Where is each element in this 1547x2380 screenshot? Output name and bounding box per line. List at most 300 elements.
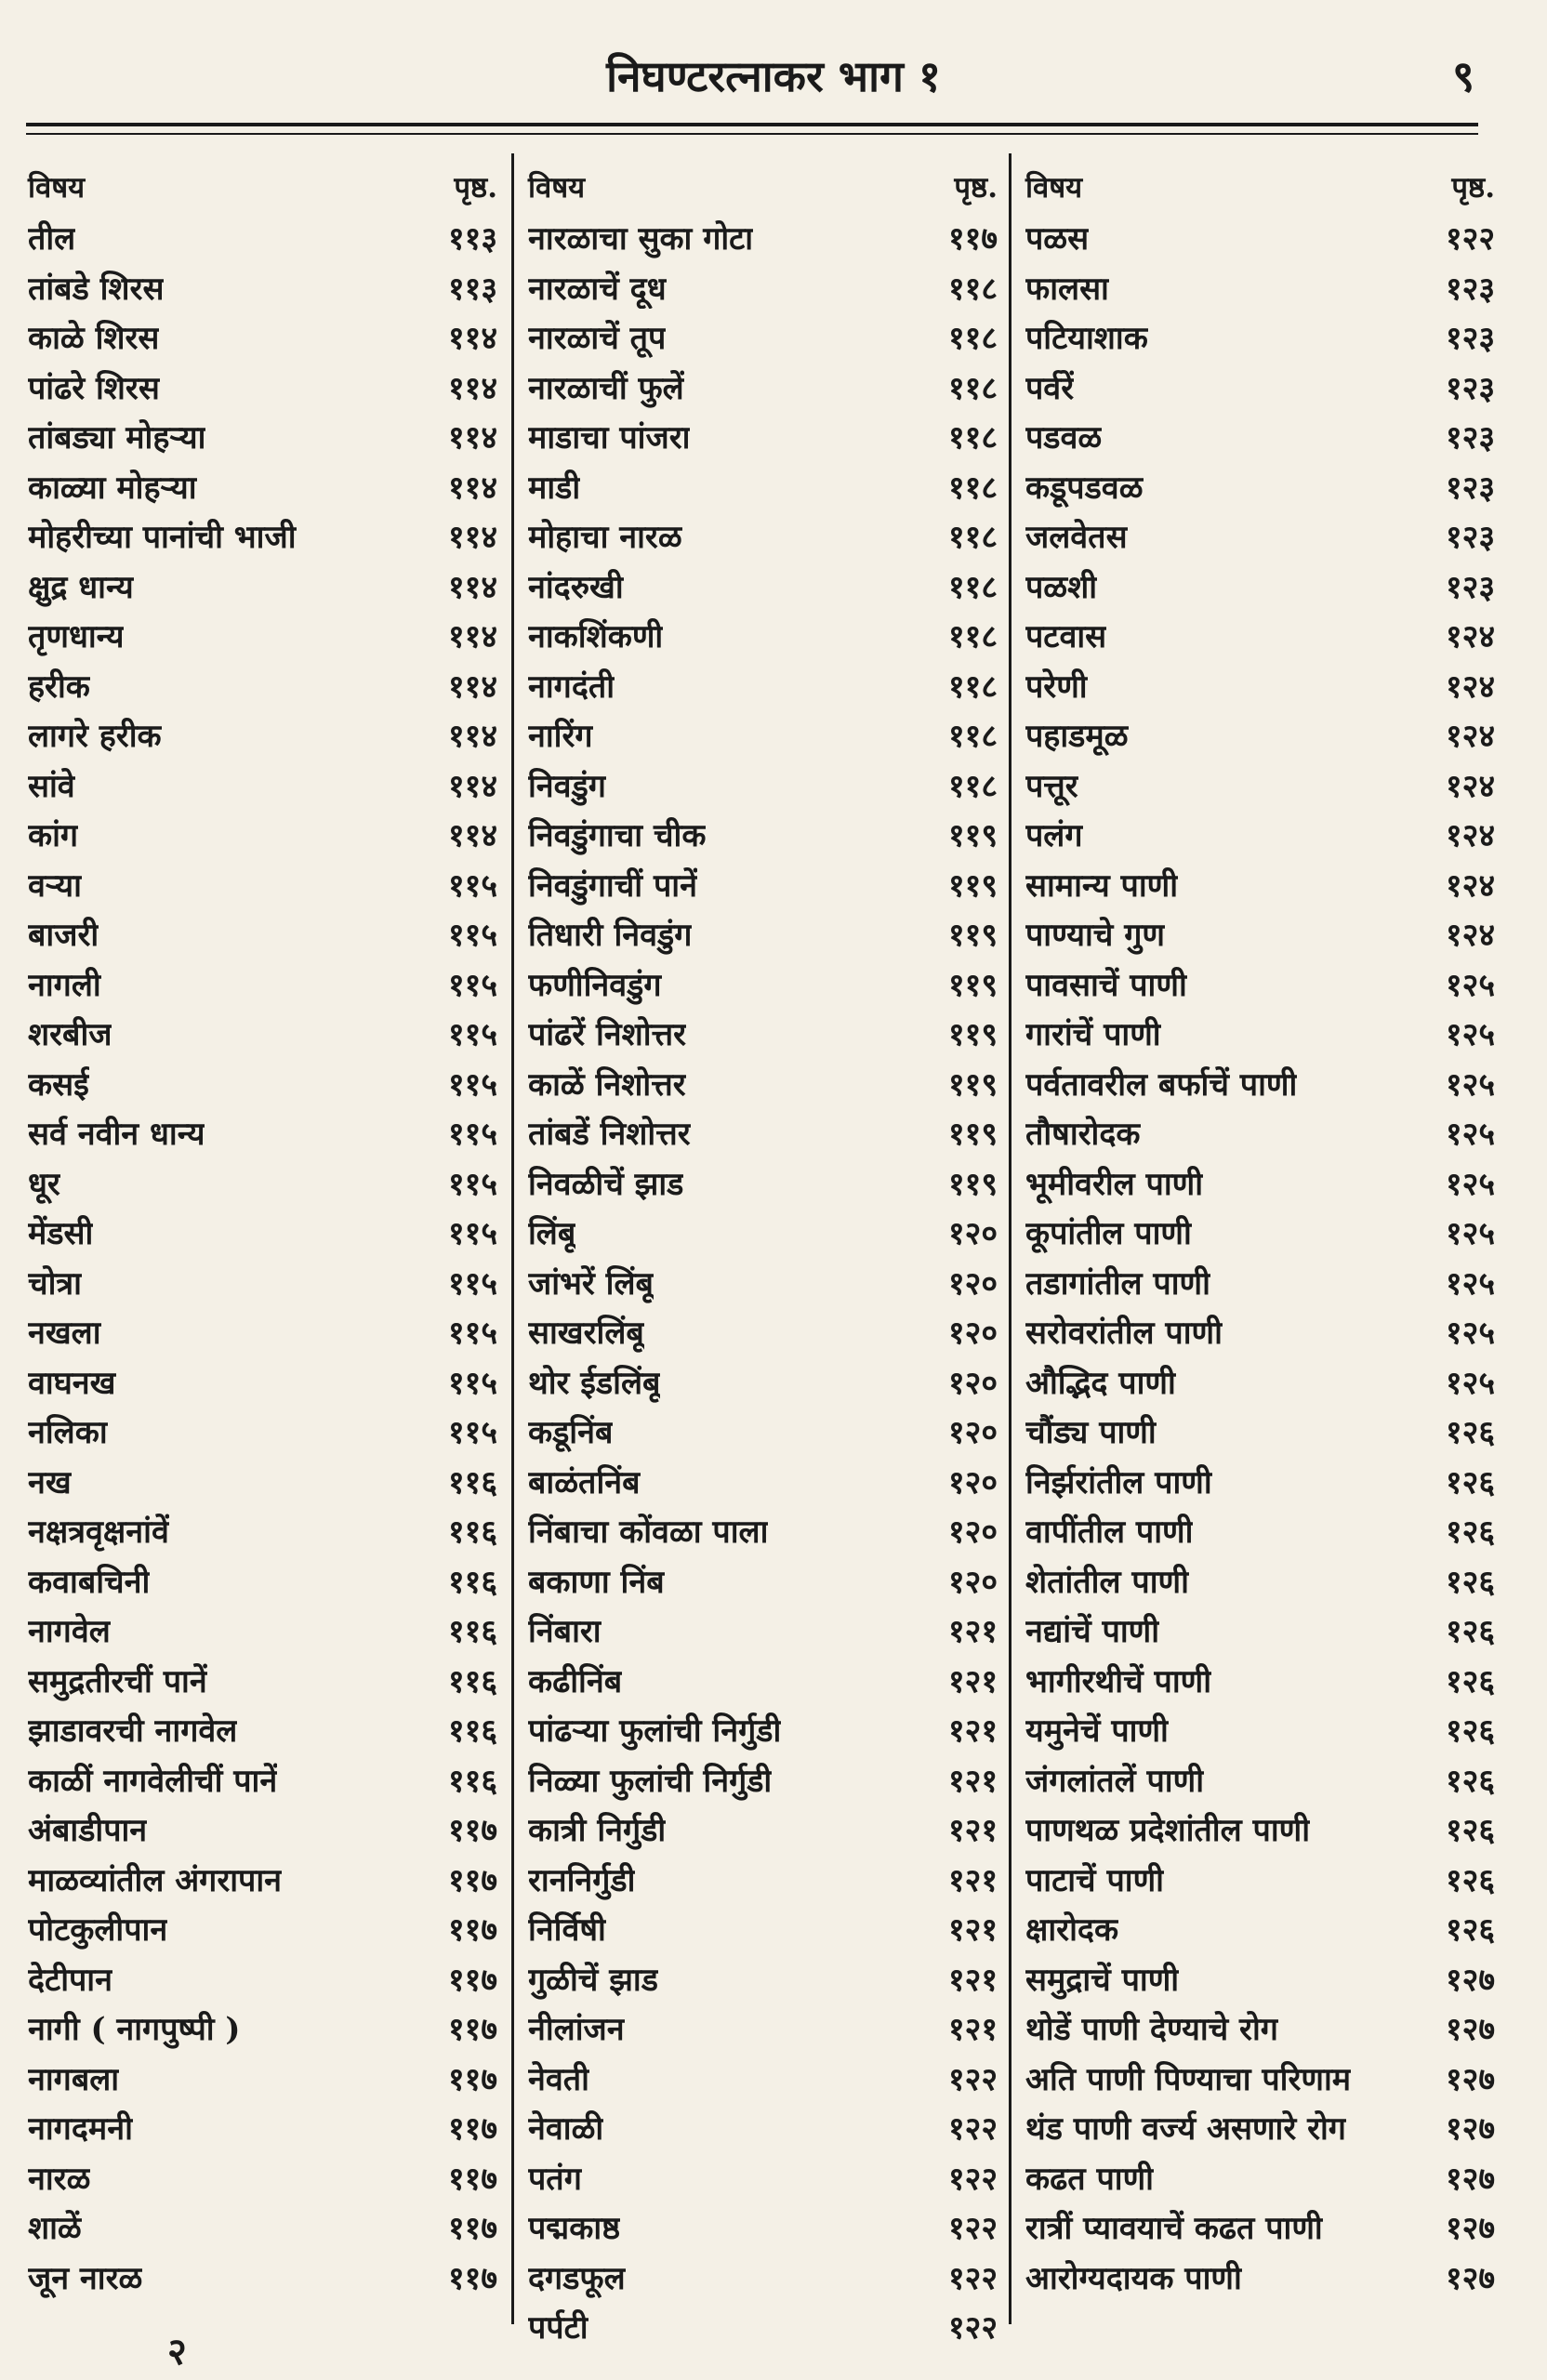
- entry-subject: माडी: [528, 469, 581, 507]
- entry-page: १२६: [1445, 1613, 1495, 1650]
- index-entry: [28, 2056, 497, 2107]
- entry-page: ११५: [447, 917, 497, 954]
- entry-page: ११८: [947, 668, 998, 706]
- entry-subject: तौषारोदक: [1025, 1116, 1141, 1153]
- entry-subject: क्षारोदक: [1025, 1911, 1119, 1949]
- index-entry: [28, 415, 497, 465]
- entry-subject: पडवळ: [1025, 419, 1103, 456]
- index-entry: [1025, 266, 1495, 316]
- entry-page: ११४: [447, 718, 497, 755]
- entry-page: ११९: [947, 1016, 998, 1053]
- entry-subject: नलिका: [28, 1414, 108, 1451]
- entry-page: ११७: [447, 1812, 497, 1849]
- index-entry: [1025, 1858, 1495, 1908]
- entry-page: ११६: [447, 1613, 497, 1650]
- entry-subject: पत्तूर: [1025, 767, 1078, 805]
- entry-page: १२०: [947, 1364, 998, 1402]
- column-divider: [511, 153, 514, 2324]
- index-entry: [1025, 514, 1495, 564]
- entry-subject: निवडुंगाचा चीक: [528, 817, 707, 854]
- entry-subject: कूपांतील पाणी: [1025, 1215, 1192, 1252]
- index-entry: [28, 1261, 497, 1311]
- entry-subject: तृणधान्य: [28, 618, 125, 655]
- entry-page: ११७: [447, 2060, 497, 2098]
- entry-subject: पलंग: [1025, 817, 1083, 854]
- index-entry: [28, 1907, 497, 1957]
- entry-subject: नारळाचीं फुलें: [528, 369, 684, 407]
- index-entry: [28, 1111, 497, 1161]
- entry-subject: शेतांतील पाणी: [1025, 1563, 1189, 1601]
- index-entry: [28, 514, 497, 564]
- index-entry: [528, 1360, 998, 1410]
- entry-page: ११७: [447, 1911, 497, 1949]
- entry-page: ११९: [947, 1165, 998, 1203]
- entry-page: ११६: [447, 1563, 497, 1601]
- entry-page: ११५: [447, 1016, 497, 1053]
- index-entry: [528, 1708, 998, 1758]
- entry-page: १२३: [1445, 519, 1495, 556]
- index-entry: [528, 1062, 998, 1112]
- entry-subject: पाण्याचे गुण: [1025, 917, 1165, 954]
- entry-page: १२१: [947, 1712, 998, 1750]
- entry-page: १२७: [1445, 2259, 1495, 2297]
- entry-subject: लागरे हरीक: [28, 718, 162, 755]
- index-entry: [28, 216, 497, 266]
- entry-page: १२२: [947, 2060, 998, 2098]
- entry-page: ११४: [447, 568, 497, 606]
- entry-subject: पळशी: [1025, 568, 1098, 606]
- entry-page: १२६: [1445, 1712, 1495, 1750]
- index-entry: [28, 1161, 497, 1211]
- entry-subject: नक्षत्रवृक्षनांवें: [28, 1514, 169, 1551]
- index-entry: [528, 514, 998, 564]
- entry-subject: दगडफूल: [528, 2259, 626, 2297]
- entry-page: १२४: [1445, 718, 1495, 755]
- entry-page: १२४: [1445, 668, 1495, 706]
- entry-subject: थंड पाणी वर्ज्य असणारे रोग: [1025, 2110, 1346, 2148]
- index-entry: [28, 813, 497, 863]
- entry-page: ११८: [947, 320, 998, 357]
- entry-subject: औद्भिद पाणी: [1025, 1364, 1176, 1402]
- entry-page: ११८: [947, 369, 998, 407]
- entry-page: १२१: [947, 2011, 998, 2048]
- entry-page: १२२: [947, 2160, 998, 2198]
- entry-subject: निवळीचें झाड: [528, 1165, 684, 1203]
- entry-page: १२५: [1445, 1315, 1495, 1352]
- index-entry: [528, 1460, 998, 1510]
- index-entry: [528, 2205, 998, 2255]
- entry-page: १२३: [1445, 419, 1495, 456]
- entry-subject: रात्रीं प्यावयाचें कढत पाणी: [1025, 2210, 1323, 2247]
- entry-subject: कडूनिंब: [528, 1414, 614, 1451]
- index-entry: [528, 1161, 998, 1211]
- entry-page: ११५: [447, 1315, 497, 1352]
- entry-page: ११४: [447, 419, 497, 456]
- entry-page: १२३: [1445, 469, 1495, 507]
- index-entry: [28, 1062, 497, 1112]
- entry-page: १२२: [947, 2309, 998, 2347]
- entry-subject: थोर ईडलिंबू: [528, 1364, 661, 1402]
- entry-subject: लिंबू: [528, 1215, 576, 1252]
- entry-page: ११४: [447, 369, 497, 407]
- entry-subject: फणीनिवडुंग: [528, 966, 662, 1004]
- entry-page: ११८: [947, 767, 998, 805]
- entry-subject: नारळाचें तूप: [528, 320, 667, 357]
- entry-subject: निर्विषी: [528, 1911, 606, 1949]
- entry-subject: चौंड्य पाणी: [1025, 1414, 1157, 1451]
- index-entry: [28, 365, 497, 416]
- entry-page: ११५: [447, 1264, 497, 1302]
- index-column-3: [1025, 167, 1495, 2324]
- entry-subject: नारिंग: [528, 718, 593, 755]
- page-number: ९: [1452, 51, 1474, 101]
- entry-page: ११५: [447, 866, 497, 905]
- entry-page: ११७: [447, 2011, 497, 2048]
- index-entry: [28, 1559, 497, 1609]
- index-entry: [1025, 912, 1495, 962]
- entry-subject: मोहाचा नारळ: [528, 519, 682, 556]
- entry-subject: कवाबचिनी: [28, 1563, 151, 1601]
- entry-page: १२२: [947, 2210, 998, 2247]
- entry-subject: समुद्राचें पाणी: [1025, 1961, 1180, 1999]
- entry-page: ११४: [447, 320, 497, 357]
- index-entry: [528, 1858, 998, 1908]
- entry-page: १२६: [1445, 1414, 1495, 1451]
- entry-page: १२४: [1445, 618, 1495, 655]
- index-entry: [28, 315, 497, 365]
- entry-subject: आरोग्यदायक पाणी: [1025, 2259, 1242, 2297]
- entry-page: १२०: [947, 1563, 998, 1601]
- entry-page: ११४: [447, 469, 497, 507]
- index-entry: [1025, 664, 1495, 714]
- index-entry: [1025, 962, 1495, 1012]
- entry-page: ११८: [947, 718, 998, 755]
- entry-page: ११६: [447, 1514, 497, 1551]
- index-entry: [28, 713, 497, 763]
- index-entry: [1025, 1659, 1495, 1709]
- entry-page: ११४: [447, 668, 497, 706]
- entry-subject: नारळ: [28, 2160, 91, 2198]
- index-entry: [528, 912, 998, 962]
- entry-page: ११८: [947, 568, 998, 606]
- entry-subject: नखला: [28, 1315, 101, 1352]
- entry-page: १२३: [1445, 369, 1495, 407]
- entry-page: ११८: [947, 419, 998, 456]
- entry-subject: सर्व नवीन धान्य: [28, 1116, 205, 1153]
- index-entry: [28, 1310, 497, 1360]
- entry-subject: अति पाणी पिण्याचा परिणाम: [1025, 2060, 1352, 2098]
- index-entry: [1025, 1310, 1495, 1360]
- entry-subject: नाकशिंकणी: [528, 618, 664, 655]
- entry-subject: नागबला: [28, 2060, 120, 2098]
- entry-page: १२६: [1445, 1463, 1495, 1501]
- index-entry: [28, 266, 497, 316]
- entry-subject: माडाचा पांजरा: [528, 419, 691, 456]
- entry-subject: सरोवरांतील पाणी: [1025, 1315, 1223, 1352]
- index-entry: [528, 1758, 998, 1808]
- index-entry: [1025, 1608, 1495, 1659]
- entry-subject: पाणथळ प्रदेशांतील पाणी: [1025, 1812, 1311, 1849]
- entry-subject: कढत पाणी: [1025, 2160, 1154, 2198]
- index-entry: [528, 216, 998, 266]
- entry-subject: जलवेतस: [1025, 519, 1128, 556]
- index-entry: [1025, 713, 1495, 763]
- entry-subject: माळव्यांतील अंगरापान: [28, 1861, 283, 1899]
- entry-subject: राननिर्गुडी: [528, 1861, 636, 1899]
- entry-subject: निंबारा: [528, 1613, 602, 1650]
- entry-subject: कात्री निर्गुडी: [528, 1812, 667, 1849]
- index-entry: [1025, 216, 1495, 266]
- entry-page: १२५: [1445, 1016, 1495, 1053]
- entry-subject: नीलांजन: [528, 2011, 625, 2048]
- index-entry: [1025, 863, 1495, 913]
- entry-page: १२४: [1445, 866, 1495, 905]
- header-rule-thin: [26, 133, 1478, 135]
- index-entry: [1025, 1907, 1495, 1957]
- entry-subject: अंबाडीपान: [28, 1812, 148, 1849]
- entry-subject: पोटकुलीपान: [28, 1911, 168, 1949]
- entry-subject: साखरलिंबू: [528, 1315, 644, 1352]
- index-entry: [1025, 2056, 1495, 2107]
- entry-subject: पटियाशाक: [1025, 320, 1148, 357]
- subject-header: विषय: [28, 171, 86, 205]
- entry-subject: काळ्या मोहऱ्या: [28, 469, 197, 507]
- column-divider: [1009, 153, 1012, 2324]
- entry-subject: निवडुंग: [528, 767, 606, 805]
- entry-subject: तील: [28, 220, 76, 258]
- entry-page: ११६: [447, 1712, 497, 1750]
- entry-subject: काळे शिरस: [28, 320, 160, 357]
- entry-subject: कडूपडवळ: [1025, 469, 1144, 507]
- entry-page: १२६: [1445, 1861, 1495, 1899]
- entry-subject: बाजरी: [28, 917, 99, 954]
- index-entry: [28, 1708, 497, 1758]
- entry-subject: मोहरीच्या पानांची भाजी: [28, 519, 297, 556]
- entry-page: ११७: [447, 1961, 497, 1999]
- index-entry: [528, 1608, 998, 1659]
- entry-page: ११८: [947, 270, 998, 308]
- entry-page: ११६: [447, 1762, 497, 1800]
- entry-subject: नद्यांचें पाणी: [1025, 1613, 1160, 1650]
- entry-page: ११७: [447, 2210, 497, 2247]
- index-entry: [528, 315, 998, 365]
- index-entry: [1025, 1957, 1495, 2007]
- entry-page: ११९: [947, 817, 998, 854]
- entry-subject: भागीरथीचें पाणी: [1025, 1662, 1212, 1700]
- entry-subject: तडागांतील पाणी: [1025, 1264, 1210, 1302]
- entry-subject: कसई: [28, 1065, 89, 1104]
- entry-page: १२७: [1445, 1961, 1495, 1999]
- index-entry: [528, 1807, 998, 1858]
- column-header: [28, 167, 497, 216]
- entry-page: ११५: [447, 1116, 497, 1153]
- entry-page: ११५: [447, 1065, 497, 1104]
- index-entry: [1025, 1210, 1495, 1261]
- index-entry: [528, 813, 998, 863]
- entry-subject: पहाडमूळ: [1025, 718, 1129, 755]
- index-entry: [1025, 1807, 1495, 1858]
- index-entry: [28, 2006, 497, 2056]
- entry-page: १२६: [1445, 1514, 1495, 1551]
- entry-page: १२७: [1445, 2110, 1495, 2148]
- index-entry: [28, 763, 497, 813]
- entry-subject: चोत्रा: [28, 1264, 82, 1302]
- entry-subject: धूर: [28, 1165, 60, 1203]
- entry-page: ११५: [447, 966, 497, 1004]
- entry-page: ११४: [447, 767, 497, 805]
- entry-page: १२१: [947, 1861, 998, 1899]
- entry-subject: शरबीज: [28, 1016, 112, 1053]
- entry-subject: पर्पटी: [528, 2309, 588, 2347]
- signature-mark: २: [167, 2330, 187, 2373]
- entry-page: १२१: [947, 1762, 998, 1800]
- entry-page: ११९: [947, 866, 998, 905]
- index-entry: [28, 2156, 497, 2206]
- page-title: निघण्टरत्नाकर भाग १: [606, 51, 941, 101]
- entry-subject: नागली: [28, 966, 101, 1004]
- entry-subject: देटीपान: [28, 1961, 112, 1999]
- index-entry: [528, 365, 998, 416]
- index-entry: [28, 1659, 497, 1709]
- entry-page: १२६: [1445, 1911, 1495, 1949]
- index-entry: [528, 2106, 998, 2156]
- entry-subject: निळ्या फुलांची निर्गुडी: [528, 1762, 773, 1800]
- entry-subject: नागदंती: [528, 668, 615, 706]
- entry-page: ११९: [947, 1116, 998, 1153]
- entry-subject: मेंडसी: [28, 1215, 94, 1252]
- index-entry: [1025, 2156, 1495, 2206]
- entry-page: ११४: [447, 618, 497, 655]
- index-entry: [1025, 813, 1495, 863]
- entry-subject: जांभरें लिंबू: [528, 1264, 654, 1302]
- entry-page: ११५: [447, 1364, 497, 1402]
- entry-subject: सांवे: [28, 767, 75, 805]
- index-entry: [528, 2305, 998, 2355]
- index-entry: [1025, 614, 1495, 664]
- entry-subject: नागवेल: [28, 1613, 111, 1650]
- entry-subject: नांदरुखी: [528, 568, 624, 606]
- entry-page: १२२: [947, 2110, 998, 2148]
- entry-subject: जून नारळ: [28, 2259, 143, 2297]
- entry-subject: क्षुद्र धान्य: [28, 568, 134, 606]
- entry-subject: वऱ्या: [28, 866, 82, 905]
- index-entry: [528, 1907, 998, 1957]
- entry-subject: निर्झरांतील पाणी: [1025, 1463, 1212, 1501]
- entry-subject: फालसा: [1025, 270, 1109, 308]
- index-entry: [1025, 1708, 1495, 1758]
- entry-page: १२५: [1445, 1065, 1495, 1104]
- entry-subject: तांबड्या मोहऱ्या: [28, 419, 206, 456]
- entry-subject: पद्मकाष्ठ: [528, 2210, 621, 2247]
- index-entry: [28, 1409, 497, 1460]
- entry-subject: काळीं नागवेलीचीं पानें: [28, 1762, 278, 1800]
- entry-subject: भूमीवरील पाणी: [1025, 1165, 1204, 1203]
- index-entry: [28, 2205, 497, 2255]
- index-entry: [528, 1310, 998, 1360]
- index-entry: [28, 614, 497, 664]
- entry-page: १२५: [1445, 1116, 1495, 1153]
- entry-subject: पळस: [1025, 220, 1090, 258]
- index-entry: [528, 962, 998, 1012]
- index-entry: [528, 1012, 998, 1062]
- entry-page: ११९: [947, 1065, 998, 1104]
- index-entry: [528, 1261, 998, 1311]
- entry-subject: बाळंतनिंब: [528, 1463, 641, 1501]
- entry-subject: निवडुंगाचीं पानें: [528, 866, 697, 905]
- index-entry: [1025, 1161, 1495, 1211]
- entry-page: ११७: [447, 2110, 497, 2148]
- index-entry: [1025, 1559, 1495, 1609]
- index-entry: [1025, 1460, 1495, 1510]
- entry-subject: निंबाचा कोंवळा पाला: [528, 1514, 769, 1551]
- entry-page: १२६: [1445, 1563, 1495, 1601]
- entry-page: ११७: [447, 2160, 497, 2198]
- entry-subject: सामान्य पाणी: [1025, 866, 1179, 905]
- entry-page: १२२: [1445, 220, 1495, 258]
- index-entry: [1025, 2106, 1495, 2156]
- index-entry: [528, 1659, 998, 1709]
- entry-subject: पावसाचें पाणी: [1025, 966, 1187, 1004]
- entry-page: ११९: [947, 917, 998, 954]
- index-entry: [1025, 1062, 1495, 1112]
- index-entry: [28, 2255, 497, 2306]
- entry-subject: तांबडें निशोत्तर: [528, 1116, 691, 1153]
- index-entry: [1025, 365, 1495, 416]
- index-entry: [1025, 315, 1495, 365]
- entry-page: १२६: [1445, 1812, 1495, 1849]
- entry-subject: यमुनेचें पाणी: [1025, 1712, 1169, 1750]
- index-entry: [528, 2006, 998, 2056]
- index-entry: [1025, 564, 1495, 615]
- entry-page: ११७: [447, 2259, 497, 2297]
- index-entry: [28, 1608, 497, 1659]
- index-entry: [1025, 1012, 1495, 1062]
- entry-subject: पांढरे शिरस: [28, 369, 160, 407]
- entry-subject: वापींतील पाणी: [1025, 1514, 1194, 1551]
- entry-page: १२०: [947, 1414, 998, 1451]
- entry-page: १२४: [1445, 917, 1495, 954]
- entry-subject: बकाणा निंब: [528, 1563, 665, 1601]
- entry-subject: नारळाचें दूध: [528, 270, 667, 308]
- index-entry: [28, 863, 497, 913]
- entry-subject: गारांचें पाणी: [1025, 1016, 1161, 1053]
- page-header: [0, 37, 1547, 112]
- entry-subject: वाघनख: [28, 1364, 116, 1402]
- index-entry: [1025, 465, 1495, 515]
- page-header-label: पृष्ठ.: [454, 171, 497, 205]
- subject-header: विषय: [528, 171, 586, 205]
- index-entry: [528, 1957, 998, 2007]
- entry-page: १२७: [1445, 2210, 1495, 2247]
- index-entry: [28, 1012, 497, 1062]
- entry-page: १२१: [947, 1911, 998, 1949]
- header-rule-thick: [26, 123, 1478, 126]
- index-entry: [528, 1559, 998, 1609]
- entry-page: १२४: [1445, 817, 1495, 854]
- index-column-2: [528, 167, 998, 2347]
- entry-subject: नागी ( नागपुष्पी ): [28, 2011, 241, 2048]
- index-entry: [1025, 2006, 1495, 2056]
- index-entry: [28, 912, 497, 962]
- entry-page: १२६: [1445, 1762, 1495, 1800]
- index-entry: [528, 415, 998, 465]
- entry-subject: पांढरें निशोत्तर: [528, 1016, 687, 1053]
- entry-subject: नख: [28, 1463, 72, 1501]
- index-entry: [528, 1509, 998, 1559]
- index-entry: [28, 465, 497, 515]
- index-entry: [1025, 1758, 1495, 1808]
- index-entry: [28, 564, 497, 615]
